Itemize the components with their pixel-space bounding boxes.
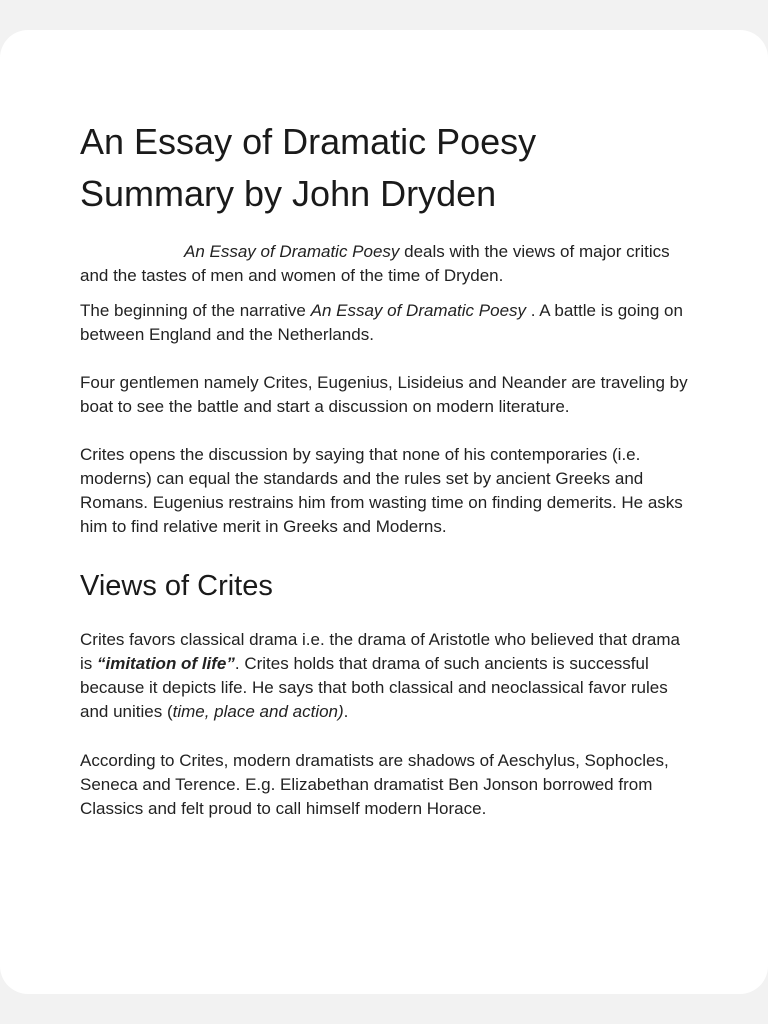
article-body [80, 116, 695, 821]
paragraph-crites-favors: Crites favors classical drama i.e. the drama of Aristotle who believed that drama is “imitation of life”. Crites holds that drama of such ancients is successful because it depicts life. He says that both classical and neoclassical favor rules and unities (time, place and action). [80, 630, 680, 721]
document-page [0, 30, 768, 994]
quote-bold-italic: “imitation of life” [97, 654, 235, 673]
page-title [80, 116, 695, 220]
section-heading: Views of Crites [80, 570, 273, 602]
paragraph-crites-opens: Crites opens the discussion by saying that none of his contemporaries (i.e. moderns) can equal the standards and the rules set by ancient Greeks and Romans. Eugenius restrains him from wasting time on finding demerits. He asks him to find relative merit in Greeks and Moderns. [80, 445, 683, 536]
title-line-1: An Essay of Dramatic Poesy [80, 121, 537, 162]
paragraph-intro: An Essay of Dramatic Poesy deals with the views of major critics and the tastes of men and women of the time of Dryden. [80, 242, 670, 285]
essay-title-italic: An Essay of Dramatic Poesy [310, 301, 527, 320]
title-line-2: Summary by John Dryden [80, 173, 497, 214]
essay-title-italic: An Essay of Dramatic Poesy [184, 242, 400, 261]
paragraph-gentlemen: Four gentlemen namely Crites, Eugenius, Lisideius and Neander are traveling by boat to see the battle and start a discussion on modern literature. [80, 373, 688, 416]
paragraph-beginning: The beginning of the narrative An Essay of Dramatic Poesy . A battle is going on between England and the Netherlands. [80, 301, 683, 344]
paragraph-modern-dramatists: According to Crites, modern dramatists are shadows of Aeschylus, Sophocles, Seneca and Terence. E.g. Elizabethan dramatist Ben Jonson borrowed from Classics and felt proud to call himself modern Horace. [80, 751, 669, 818]
